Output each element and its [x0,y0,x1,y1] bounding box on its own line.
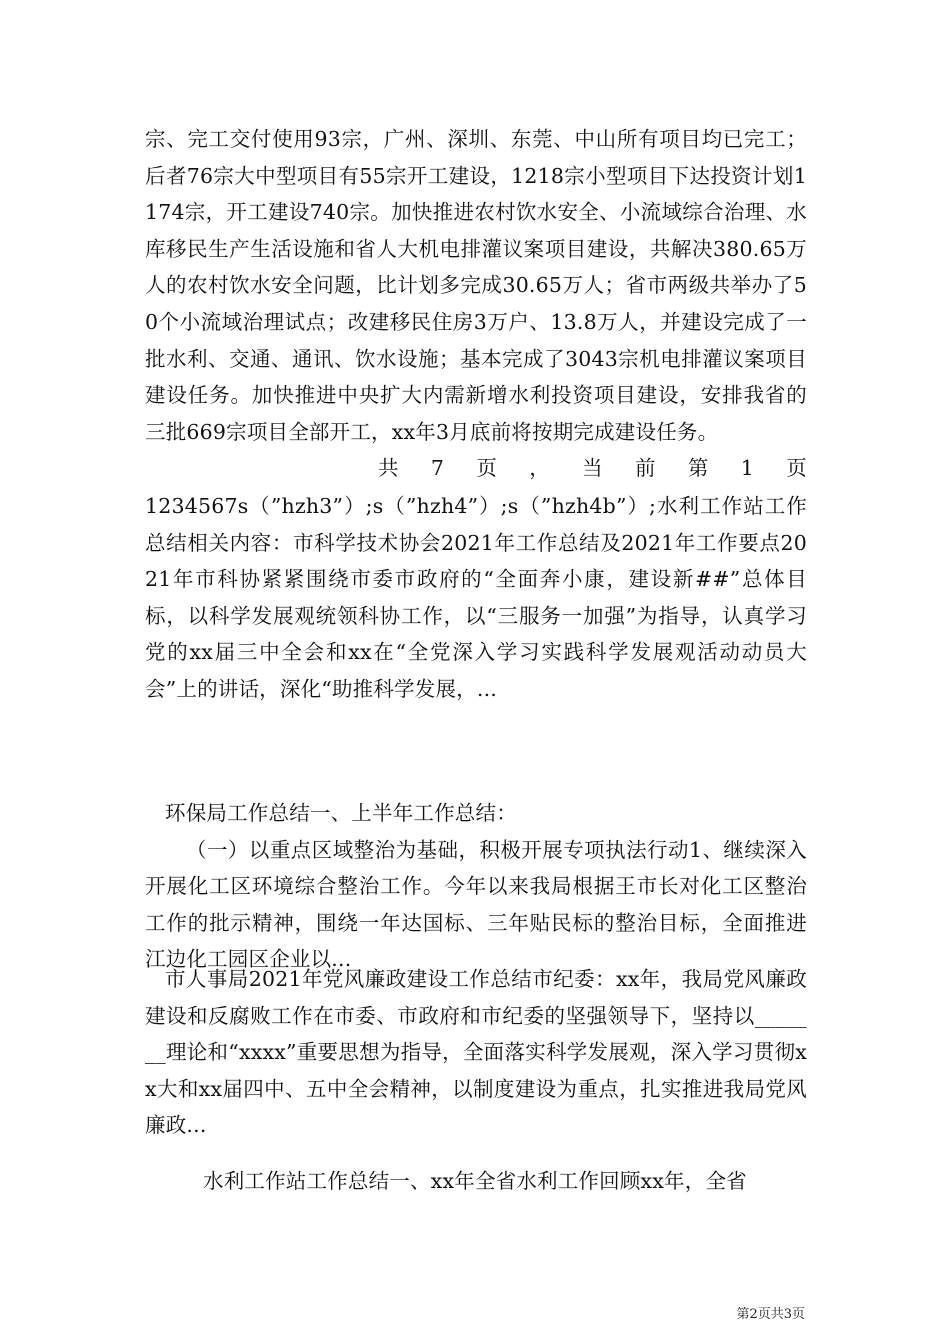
paragraph-water-projects: 宗、完工交付使用93宗，广州、深圳、东莞、中山所有项目均已完工；后者76宗大中型项目有55宗开工建设，1218宗小型项目下达投资计划1174宗，开工建设740宗。加快推进农村饮水安全、小流域综合治理、水库移民生产生活设施和省人大机电排灌议案项目建设，共解决380.65万人的农村饮水安全问题，比计划多完成30.65万人；省市两级共举办了50个小流域治理试点；改建移民住房3万户、13.8万人，并建设完成了一批水利、交通、通讯、饮水设施；基本完成了3043宗机电排灌议案项目建设任务。加快推进中央扩大内需新增水利投资项目建设，安排我省的三批669宗项目全部开工，xx年3月底前将按期完成建设任务。 [145,127,807,444]
page-footer: 第2页共3页 [736,1307,805,1322]
page-counter-char: 页 [786,456,807,481]
page-counter-char: 7 [430,456,445,481]
body-text-block [145,795,807,978]
page-counter [145,450,807,487]
page-counter-char: 页 [476,456,498,481]
page-counter-char: 第 [687,456,709,481]
paragraph-water-station: 水利工作站工作总结一、xx年全省水利工作回顾xx年，全省 [203,1169,747,1193]
paragraph-environment: （一）以重点区域整治为基础，积极开展专项执法行动1、继续深入开展化工区环境综合整治工作。今年以来我局根据王市长对化工区整治工作的批示精神，围绕一年达国标、三年贴民标的整治目标，全面推进江边化工园区企业以... [145,837,807,972]
paragraph-heading-environment: 环保局工作总结一、上半年工作总结： [165,801,517,825]
body-text-block [145,1163,807,1200]
paragraph-science-association: 1234567s（”hzh3”）;s（”hzh4”）;s（”hzh4b”）;水利工作站工作总结相关内容：市科学技术协会2021年工作总结及2021年工作要点2021年市科协紧紧围绕市委市政府的“全面奔小康，建设新##”总体目标，以科学发展观统领科协工作，以“三服务一加强”为指导，认真学习党的xx届三中全会和xx在“全党深入学习实践科学发展观活动动员大会”上的讲话，深化“助推科学发展，... [145,494,807,701]
page-counter-char: 1 [740,456,755,481]
body-text-block [145,121,807,487]
page-counter-char: 前 [635,456,656,481]
page-counter-char: 共 [378,456,399,481]
body-text-block [145,961,807,1144]
body-text-block [145,488,807,708]
page-counter-char: 当 [582,456,603,481]
page-counter-char: ， [529,456,550,481]
paragraph-personnel-bureau: 市人事局2021年党风廉政建设工作总结市纪委：xx年，我局党风廉政建设和反腐败工作在市委、市政府和市纪委的坚强领导下，坚持以_______理论和“xxxx”重要思想为指导，全面落实科学发展观，深入学习贯彻xx大和xx届四中、五中全会精神，以制度建设为重点，扎实推进我局党风廉政... [145,967,807,1138]
